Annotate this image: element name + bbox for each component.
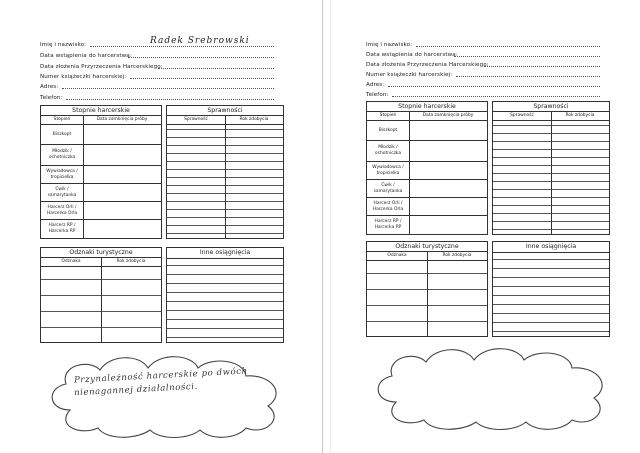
promise-date-field [40,64,163,70]
tourist-divider [427,252,428,336]
book-no-dots [456,76,600,77]
skills-col-skill: Sprawność [510,113,534,118]
address-field [366,82,384,88]
page-fold-shadow [330,0,331,453]
tourist-table [40,247,162,343]
promise-date-label: Data złożenia Przyrzeczenia Harcerskiego: [40,64,163,70]
cloud-handwritten-line1: Przynależność harcerskie po dwóch [73,366,248,386]
promise-date-field [366,62,489,68]
join-date-dots [128,57,274,58]
ranks-col-date: Data zamknięcia próby [422,113,474,118]
name-handwritten: Radek Srebrowski [150,36,250,46]
tourist-col-badge: Odznaka [61,259,81,264]
name-label: Imię i nazwisko: [366,42,413,48]
skills-divider [551,112,552,234]
ranks-title: Stopnie harcerskie [367,102,487,112]
rank-row-label: Młodzik / ochotniczka [374,145,402,156]
name-field [40,36,250,48]
tourist-col-year: Rok zdobycia [442,253,472,258]
ranks-table [366,101,488,235]
other-achievements-table [166,247,284,343]
book-no-label: Numer książeczki harcerskiej: [366,72,453,78]
rank-row-label: Harcerz RP / Harcerka RP [374,218,402,230]
skills-col-skill: Sprawność [184,117,208,122]
phone-label: Telefon: [366,92,389,98]
promise-date-label: Data złożenia Przyrzeczenia Harcerskiego: [366,62,489,68]
other-achievements-table [492,241,610,337]
ranks-col-date: Data zamknięcia próby [96,117,148,122]
book-no-field [366,72,452,78]
promise-date-dots [158,68,274,69]
skills-col-year: Rok zdobycia [239,117,269,122]
other-title: Inne osiągnięcia [167,248,283,259]
other-title: Inne osiągnięcia [493,242,609,253]
rank-row-label: Harcerz Orli / Harcerka Orla [46,204,78,216]
skills-divider [225,116,226,238]
left-page [14,0,314,453]
join-date-field [40,53,132,59]
address-label: Adres: [366,82,385,88]
tourist-col-badge: Odznaka [387,253,407,258]
ranks-table [40,105,162,239]
skills-col-year: Rok zdobycia [565,113,595,118]
ranks-header-row [41,116,161,125]
cloud-shape [40,348,292,440]
rank-row-label: Wywiadowca / tropicielka [46,168,78,180]
cloud-handwritten-line2: nienagannej działalności. [73,381,199,399]
name-dots [90,46,274,47]
phone-dots [392,96,600,97]
address-label: Adres: [40,84,59,90]
skills-title: Sprawności [167,106,283,116]
tourist-title: Odznaki turystyczne [367,242,487,252]
ranks-header-row [367,112,487,121]
name-label: Imię i nazwisko: [40,42,87,48]
join-date-dots [454,56,600,57]
tourist-table [366,241,488,337]
page-fold [322,0,323,453]
rank-row-label: Harcerz Orli / Harcerka Orla [372,200,404,212]
promise-date-dots [484,66,600,67]
join-date-label: Data wstąpienia do harcerstwa: [366,52,458,58]
rank-row-label: Biszkopt [52,131,72,137]
rank-row-label: Harcerz RP / Harcerka RP [48,222,76,234]
rank-row-label: Młodzik / ochotniczka [48,149,76,160]
ranks-col-rank: Stopień [53,117,71,122]
tourist-title: Odznaki turystyczne [41,248,161,258]
join-date-field [366,52,458,58]
rank-row-label: Ćwik / samarytanka [373,182,403,194]
ranks-col-rank: Stopień [379,113,397,118]
tourist-divider [101,258,102,342]
book-no-label: Numer książeczki harcerskiej: [40,74,127,80]
rank-row-label: Ćwik / samarytanka [47,186,77,198]
right-page [340,0,640,453]
address-field [40,84,58,90]
phone-label: Telefon: [40,95,63,101]
rank-row-label: Biszkopt [378,127,398,133]
skills-table [166,105,284,239]
phone-dots [66,99,274,100]
book-no-field [40,74,126,80]
cloud-shape [366,340,618,432]
address-dots [62,88,274,89]
phone-field [40,95,63,101]
name-field [366,42,412,48]
name-dots [416,46,600,47]
ranks-title: Stopnie harcerskie [41,106,161,116]
skills-title: Sprawności [493,102,609,112]
skills-table [492,101,610,235]
phone-field [366,92,389,98]
tourist-col-year: Rok zdobycia [116,259,146,264]
book-no-dots [130,78,274,79]
join-date-label: Data wstąpienia do harcerstwa: [40,53,132,59]
address-dots [388,86,600,87]
rank-row-label: Wywiadowca / tropicielka [372,164,404,176]
